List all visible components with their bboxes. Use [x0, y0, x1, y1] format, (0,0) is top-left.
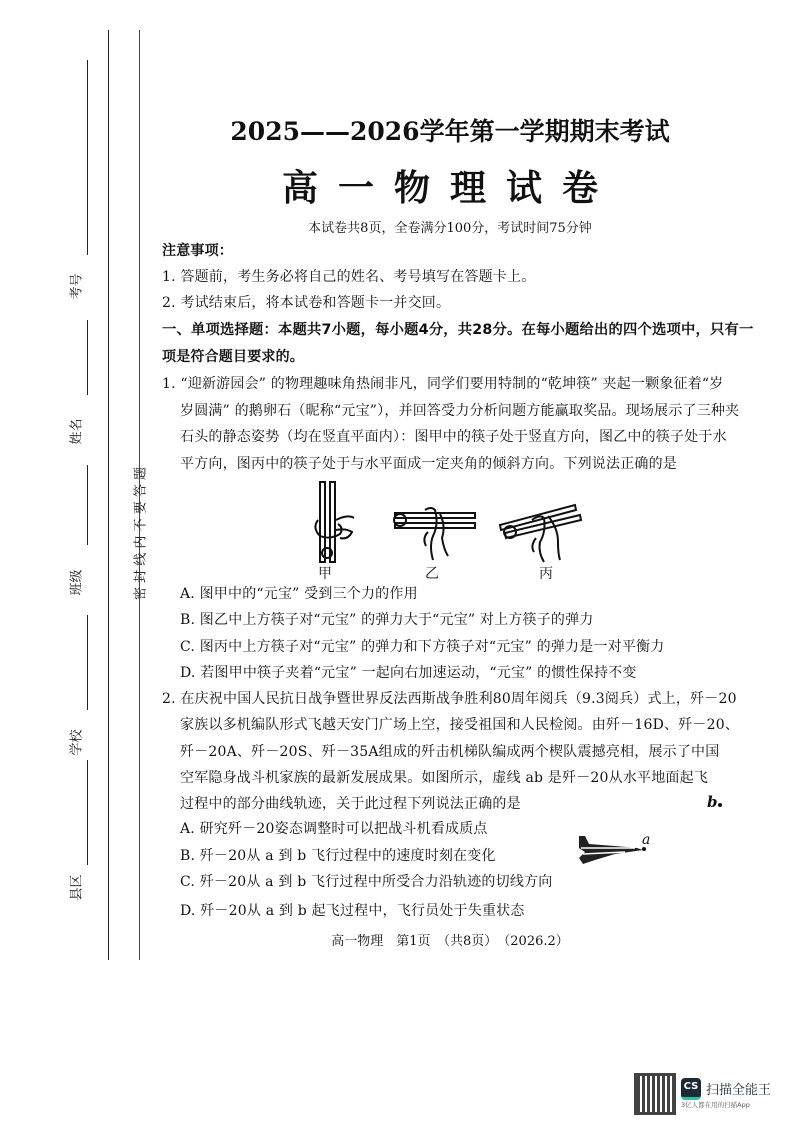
field-underline [87, 615, 88, 710]
figure-label-bing: 丙 [539, 566, 553, 582]
question-text: 石头的静态姿势（均在竖直平面内）：图甲中的筷子处于竖直方向，图乙中的筷子处于水 [180, 429, 727, 445]
option-b[interactable]: B. 歼－20从 a 到 b 飞行过程中的速度时刻在变化 [180, 848, 496, 864]
question-text: 1. “迎新游园会” 的物理趣味角热闹非凡，同学们要用特制的“乾坤筷” 夹起一颗象征着“岁 [162, 376, 724, 392]
option-d[interactable]: D. 歼－20从 a 到 b 起飞过程中，飞行员处于失重状态 [180, 903, 525, 919]
section-heading: 一、单项选择题：本题共7小题，每小题4分，共28分。在每小题给出的四个选项中，只有一 [162, 322, 754, 338]
cs-logo: CS [681, 1078, 701, 1100]
brand-tagline: 3亿人都在用的扫描App [681, 1101, 750, 1109]
field-underline [87, 465, 88, 545]
field-name[interactable]: 姓名 [69, 418, 85, 445]
option-a[interactable]: A. 图甲中的“元宝” 受到三个力的作用 [180, 586, 418, 602]
option-b[interactable]: B. 图乙中上方筷子对“元宝” 的弹力大于“元宝” 对上方筷子的弹力 [180, 612, 594, 628]
question-text: 家族以多机编队形式飞越天安门广场上空，接受祖国和人民检阅。由歼－16D、歼－20、 [180, 717, 740, 733]
question-text: 过程中的部分曲线轨迹，关于此过程下列说法正确的是 [180, 796, 521, 812]
question-text: 歼－20A、歼－20S、歼－35A组成的歼击机梯队编成两个楔队震撼亮相，展示了中国 [180, 744, 720, 760]
section-heading-cont: 项是符合题目要求的。 [162, 349, 304, 365]
brand-name: 扫描全能王 [706, 1083, 772, 1098]
field-school[interactable]: 学校 [69, 729, 85, 756]
seal-notice: 密 封 线 内 不 要 答 题 [133, 467, 149, 600]
figure-yi [394, 508, 475, 560]
field-county[interactable]: 县区 [69, 874, 85, 901]
field-class[interactable]: 班级 [69, 569, 85, 596]
field-underline [87, 320, 88, 395]
figure-jia [315, 482, 354, 562]
point-b-label: b [707, 793, 718, 811]
point-a-label: a [642, 832, 651, 848]
page-footer: 高一物理 第1页 （共8页） （2026.2） [331, 934, 569, 949]
field-exam-number[interactable]: 考号 [69, 273, 85, 300]
option-c[interactable]: C. 图丙中上方筷子对“元宝” 的弹力和下方筷子对“元宝” 的弹力是一对平衡力 [180, 639, 665, 655]
notice-item: 1. 答题前，考生务必将自己的姓名、考号填写在答题卡上。 [162, 269, 536, 285]
exam-info: 本试卷共8页，全卷满分100分，考试时间75分钟 [308, 221, 592, 236]
figure-label-yi: 乙 [425, 566, 439, 582]
qr-code [637, 1076, 673, 1112]
notice-heading: 注意事项： [162, 243, 233, 259]
subject-title: 高一物理试卷 [281, 167, 618, 209]
question-text: 岁圆满” 的鹅卵石（昵称“元宝”），并回答受力分析问题方能赢取奖品。现场展示了三种夹 [180, 403, 740, 419]
question-text: 平方向，图丙中的筷子处于与水平面成一定夹角的倾斜方向。下列说法正确的是 [180, 456, 677, 472]
notice-item: 2. 考试结束后，将本试卷和答题卡一并交回。 [162, 295, 451, 311]
option-a[interactable]: A. 研究歼－20姿态调整时可以把战斗机看成质点 [180, 821, 488, 837]
figure-bing [500, 505, 581, 562]
question-text: 空军隐身战斗机家族的最新发展成果。如图所示，虚线 ab 是歼－20从水平地面起飞 [180, 770, 709, 786]
option-d[interactable]: D. 若图甲中筷子夹着“元宝” 一起向右加速运动，“元宝” 的惯性保持不变 [180, 665, 637, 681]
question-text: 2. 在庆祝中国人民抗日战争暨世界反法西斯战争胜利80周年阅兵（9.3阅兵）式上，歼－20 [162, 691, 737, 707]
option-c[interactable]: C. 歼－20从 a 到 b 飞行过程中所受合力沿轨迹的切线方向 [180, 874, 553, 890]
chopsticks-figure [300, 480, 590, 568]
point-b [718, 803, 722, 807]
field-underline [87, 760, 88, 865]
exam-title: 2025——2026学年第一学期期末考试 [230, 117, 670, 146]
figure-label-jia: 甲 [318, 566, 332, 582]
